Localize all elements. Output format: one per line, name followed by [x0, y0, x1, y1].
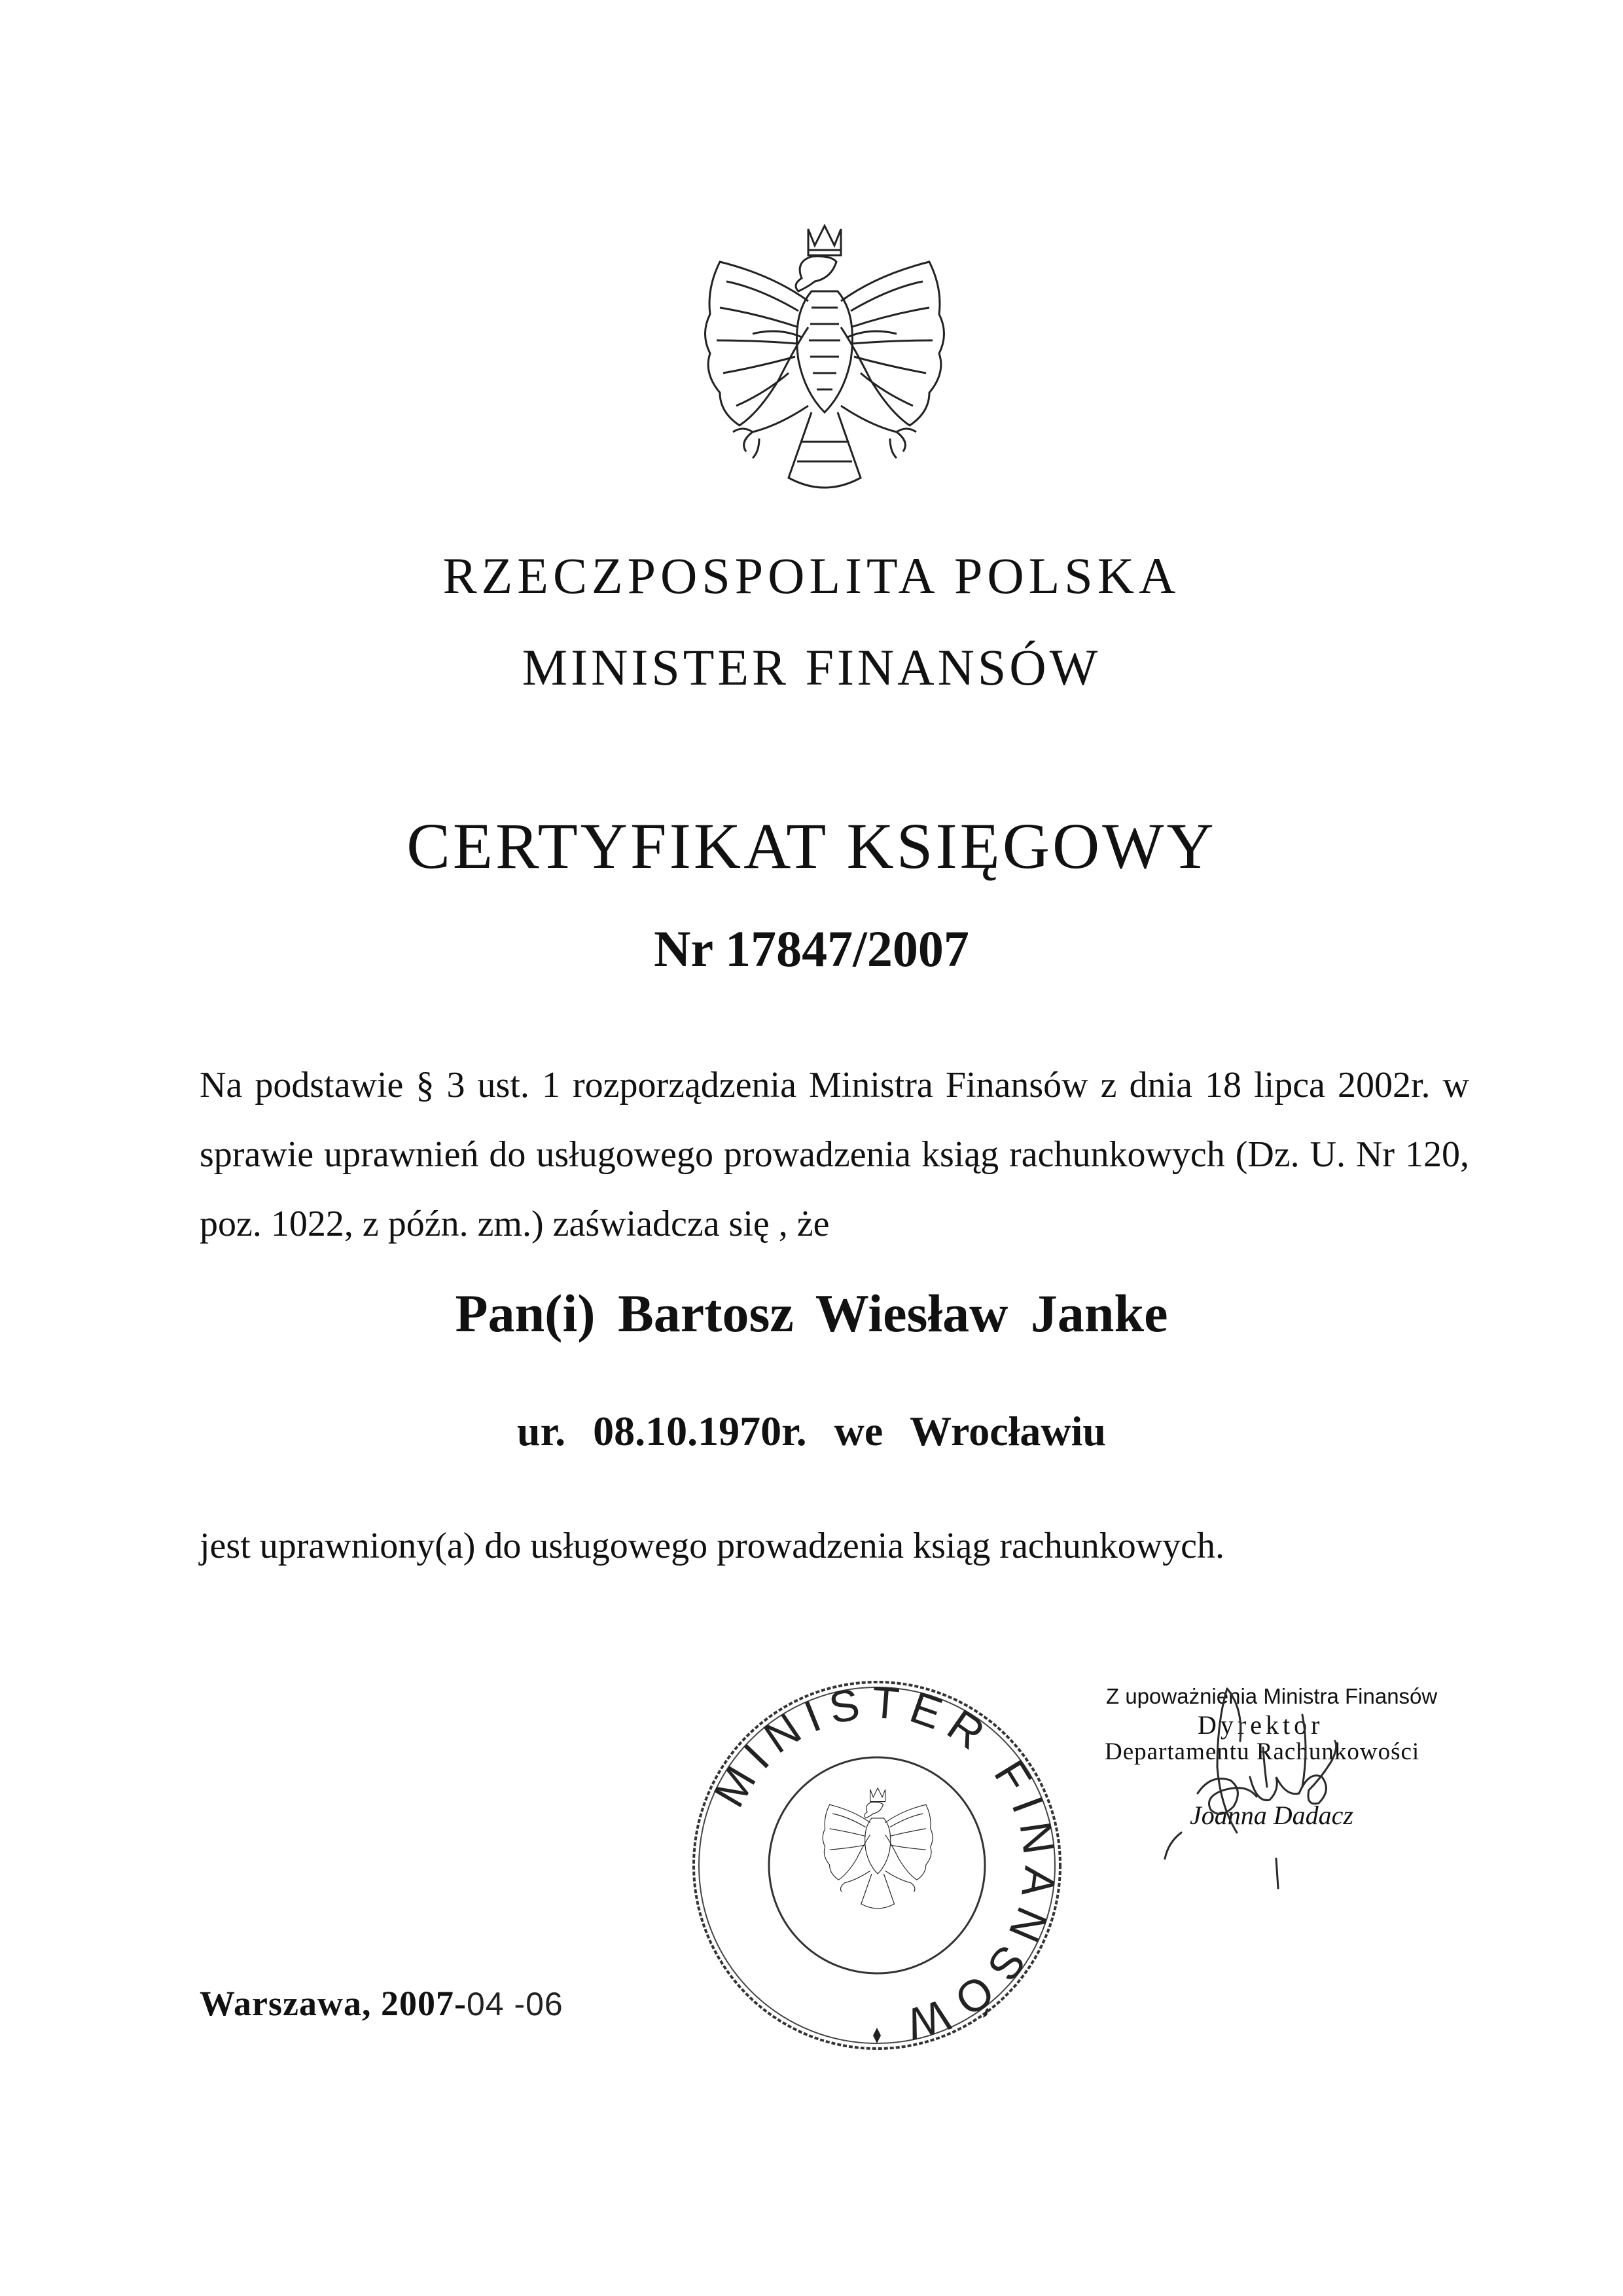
- holder-name: Pan(i) Bartosz Wiesław Janke: [455, 1283, 1168, 1343]
- seal-text: MINISTER FINANSÓW: [704, 1677, 1065, 2053]
- certificate-number: Nr 17847/2007: [654, 920, 969, 977]
- authorization-title: Dyrektor: [1198, 1710, 1324, 1740]
- authorization-signatory: Joanna Dadacz: [1190, 1801, 1353, 1830]
- ministry-seal-icon: [681, 1669, 1073, 2062]
- holder-birth: ur. 08.10.1970r. we Wrocławiu: [517, 1408, 1106, 1454]
- authorization-line1: Z upoważnienia Ministra Finansów: [1106, 1684, 1438, 1708]
- issue-date-handwritten: 04 -06: [466, 1986, 563, 2022]
- certificate-body: Na podstawie § 3 ust. 1 rozporządzenia Ministra Finansów z dnia 18 lipca 2002r. w sprawie uprawnień do usługowego prowadzenia ksiąg rachunkowych (Dz. U. Nr 120, poz. 1022, z późn. zm.) zaświadcza się , że: [200, 1065, 1469, 1244]
- header-authority: MINISTER FINANSÓW: [522, 639, 1101, 696]
- eagle-emblem-icon: [681, 216, 969, 537]
- header-country: RZECZPOSPOLITA POLSKA: [442, 547, 1181, 604]
- certificate-title: CERTYFIKAT KSIĘGOWY: [406, 810, 1217, 882]
- certificate-closing: jest uprawniony(a) do usługowego prowadzenia ksiąg rachunkowych.: [200, 1526, 1225, 1566]
- issue-place-date: [200, 1983, 563, 2024]
- issue-place-date-printed: Warszawa, 2007-: [200, 1984, 467, 2023]
- signature-scribble-icon: [1113, 1662, 1394, 1898]
- authorization-department: Departamentu Rachunkowości: [1105, 1738, 1420, 1765]
